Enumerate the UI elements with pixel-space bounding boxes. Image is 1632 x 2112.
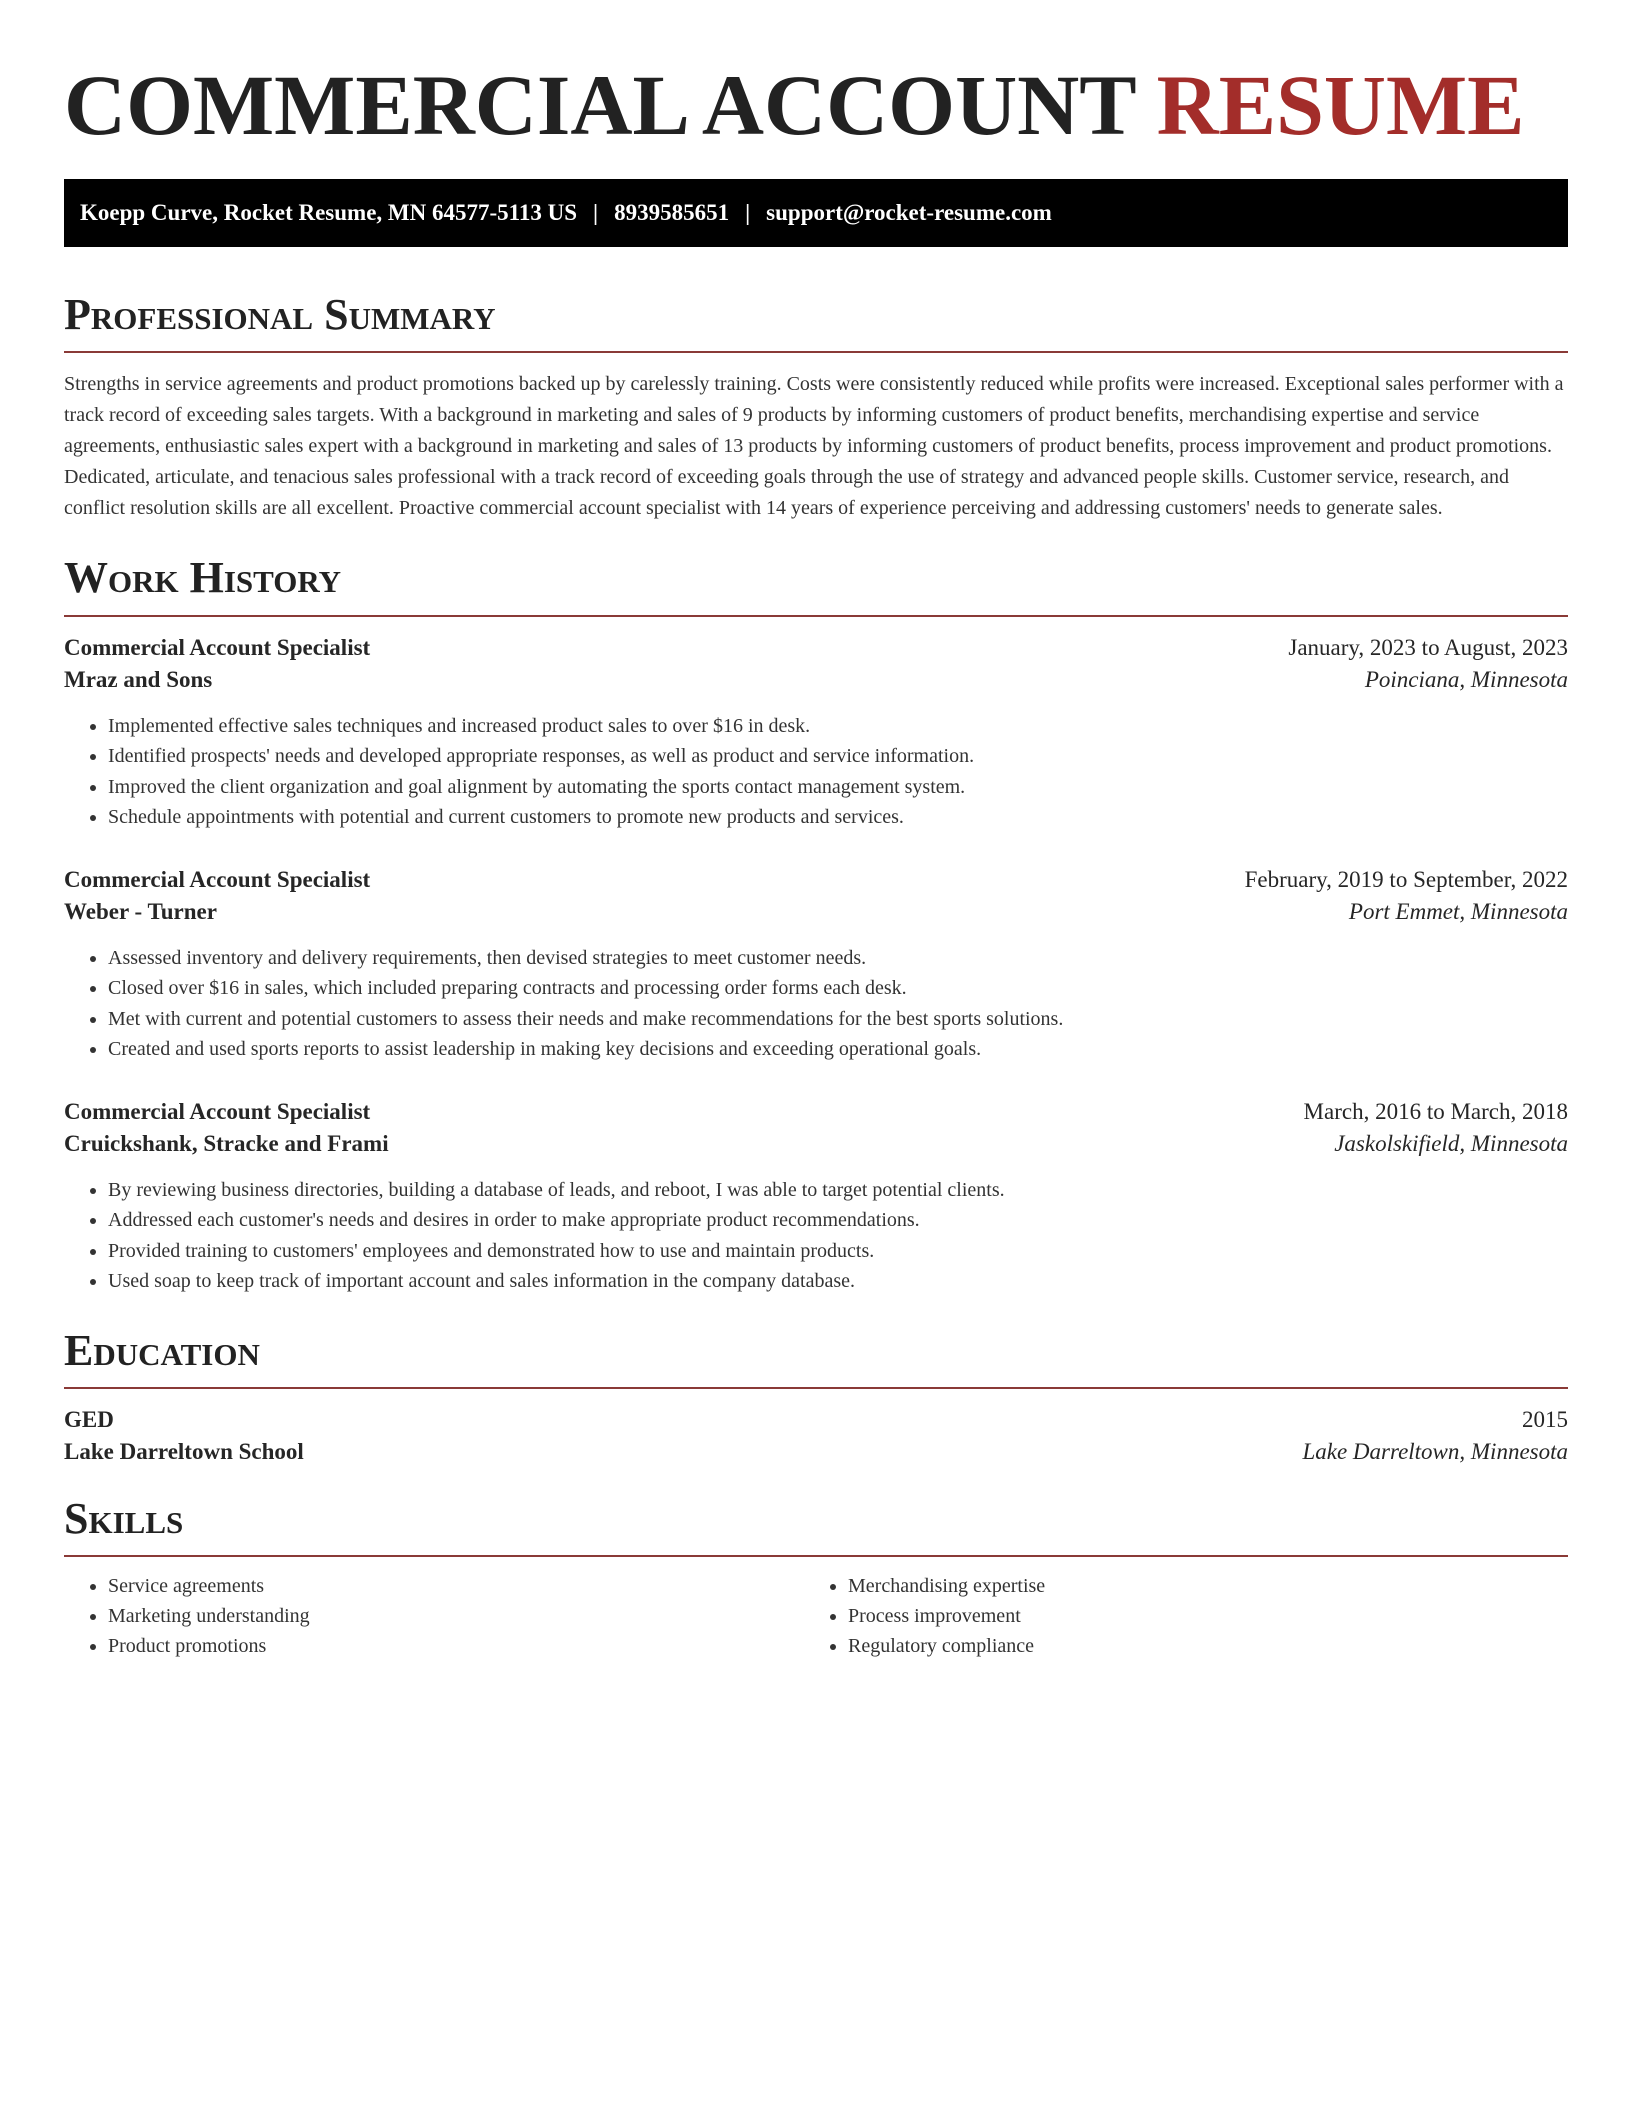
job-bullet: • Created and used sports reports to assist leadership in making key decisions and exceeding operational goals.	[108, 1034, 1568, 1065]
skills-column-left	[64, 1571, 804, 1661]
education-degree: GED	[64, 1407, 114, 1433]
job-bullet: • Implemented effective sales techniques and increased product sales to over $16 in desk.	[108, 711, 1568, 742]
job-bullet: • Schedule appointments with potential and current customers to promote new products and services.	[108, 802, 1568, 833]
job-location: Jaskolskifield, Minnesota	[1334, 1130, 1568, 1156]
education-heading: Education	[64, 1325, 260, 1375]
job-title: Commercial Account Specialist	[64, 866, 371, 892]
job-bullet: • Assessed inventory and delivery requirements, then devised strategies to meet customer needs.	[108, 943, 1568, 974]
education-location: Lake Darreltown, Minnesota	[1302, 1439, 1568, 1465]
skill-item: • Merchandising expertise	[848, 1571, 1544, 1601]
job-dates: January, 2023 to August, 2023	[1288, 634, 1568, 660]
education-entry	[64, 1407, 1568, 1465]
skill-item: • Regulatory compliance	[848, 1631, 1544, 1661]
job-dates: March, 2016 to March, 2018	[1303, 1098, 1568, 1124]
skills-list	[64, 1571, 1568, 1661]
job-dates: February, 2019 to September, 2022	[1244, 866, 1568, 892]
contact-address: Koepp Curve, Rocket Resume, MN 64577-5113 US	[80, 199, 578, 225]
job-bullets	[64, 711, 1568, 833]
job-location: Poinciana, Minnesota	[1364, 666, 1568, 692]
job-bullet: • Addressed each customer's needs and desires in order to make appropriate product recommendations.	[108, 1205, 1568, 1236]
contact-email: support@rocket-resume.com	[766, 199, 1052, 225]
work-history-heading: Work History	[64, 553, 342, 603]
summary-heading: Professional Summary	[64, 289, 496, 339]
job-bullet: • By reviewing business directories, building a database of leads, and reboot, I was able to target potential clients.	[108, 1175, 1568, 1206]
contact-phone: 8939585651	[614, 199, 730, 225]
skills-column-right	[804, 1571, 1544, 1661]
title-accent: RESUME	[1156, 57, 1525, 153]
summary-text: Strengths in service agreements and product promotions backed up by carelessly training. Costs were consistently reduced while profits were increased. Exceptional sales performer with a track record of exceeding sales targets. With a background in marketing and sales of 9 products by informing customers of product benefits, merchandising expertise and service agreements, enthusiastic sales expert with a background in marketing and sales of 13 products by informing customers of product benefits, process improvement and product promotions. Dedicated, articulate, and tenacious sales professional with a track record of exceeding goals through the use of strategy and advanced people skills. Customer service, research, and conflict resolution skills are all excellent. Proactive commercial account specialist with 14 years of experience perceiving and addressing customers' needs to generate sales.	[64, 373, 1564, 520]
section-divider	[64, 351, 1568, 353]
contact-separator: |	[745, 199, 751, 225]
skill-item: • Marketing understanding	[108, 1601, 804, 1631]
job-bullet: • Improved the client organization and goal alignment by automating the sports contact management system.	[108, 772, 1568, 803]
skill-item: • Service agreements	[108, 1571, 804, 1601]
job-entry	[64, 1099, 1568, 1297]
job-bullets	[64, 943, 1568, 1065]
job-company: Weber - Turner	[64, 898, 217, 924]
job-bullet: • Provided training to customers' employees and demonstrated how to use and maintain products.	[108, 1236, 1568, 1267]
job-bullet: • Closed over $16 in sales, which included preparing contracts and processing order forms each desk.	[108, 973, 1568, 1004]
education-year: 2015	[1522, 1407, 1568, 1433]
job-entry	[64, 867, 1568, 1065]
skills-heading: Skills	[64, 1494, 184, 1544]
job-bullets	[64, 1175, 1568, 1297]
education-school: Lake Darreltown School	[64, 1439, 304, 1465]
job-bullet: • Identified prospects' needs and developed appropriate responses, as well as product and service information.	[108, 741, 1568, 772]
title-main: COMMERCIAL ACCOUNT	[64, 57, 1136, 153]
job-location: Port Emmet, Minnesota	[1348, 898, 1568, 924]
contact-separator: |	[593, 199, 599, 225]
contact-bar	[64, 179, 1568, 247]
skill-item: • Process improvement	[848, 1601, 1544, 1631]
section-divider	[64, 615, 1568, 617]
job-bullet: • Met with current and potential customers to assess their needs and make recommendations for the best sports solutions.	[108, 1004, 1568, 1035]
section-divider	[64, 1387, 1568, 1389]
section-divider	[64, 1555, 1568, 1557]
job-company: Mraz and Sons	[64, 666, 213, 692]
resume-title	[64, 0, 1568, 155]
job-entry	[64, 635, 1568, 833]
job-company: Cruickshank, Stracke and Frami	[64, 1130, 389, 1156]
job-title: Commercial Account Specialist	[64, 634, 371, 660]
job-bullet: • Used soap to keep track of important account and sales information in the company database.	[108, 1266, 1568, 1297]
job-title: Commercial Account Specialist	[64, 1098, 371, 1124]
skill-item: • Product promotions	[108, 1631, 804, 1661]
